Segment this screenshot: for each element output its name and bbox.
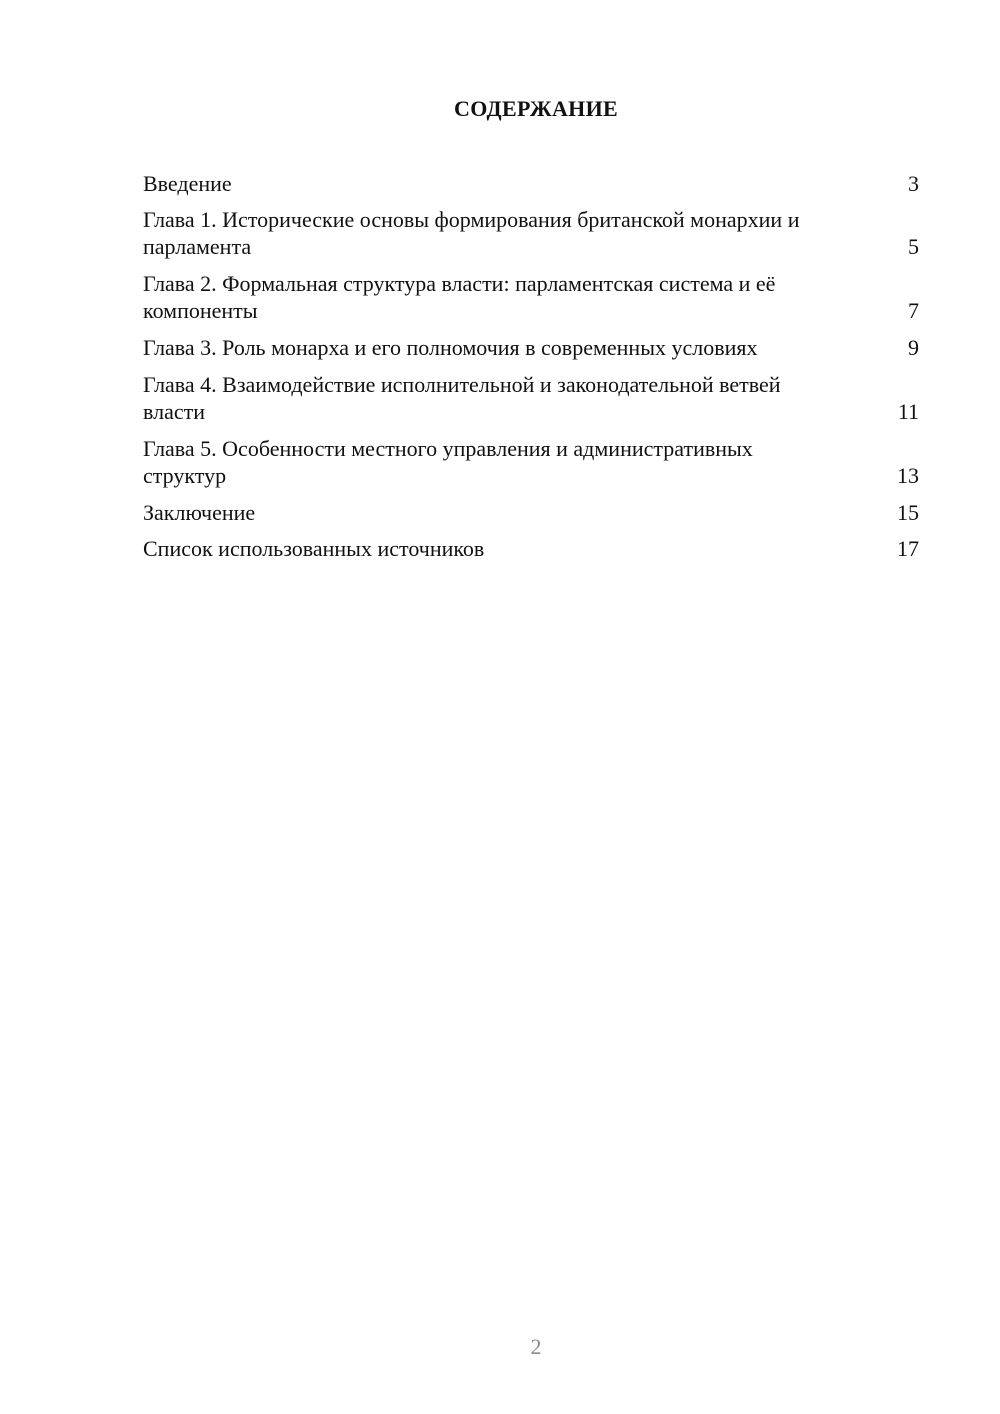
toc-entry-introduction[interactable] — [143, 170, 919, 197]
toc-entry-text: Глава 5. Особенности местного управления и административных структур — [143, 436, 753, 488]
toc-entry-page: 7 — [908, 298, 919, 323]
toc-entry-page: 5 — [908, 234, 919, 259]
toc-entry-chapter-4[interactable] — [143, 371, 919, 425]
toc-title: СОДЕРЖАНИЕ — [454, 96, 618, 121]
toc-entry-references[interactable] — [143, 535, 919, 562]
toc-entry-page: 11 — [897, 399, 919, 424]
toc-entry-page: 17 — [897, 536, 919, 561]
toc-entry-text: Заключение — [143, 500, 256, 525]
toc-entry-text: Введение — [143, 171, 232, 196]
toc-entry-chapter-2[interactable] — [143, 270, 919, 324]
table-of-contents — [143, 170, 919, 571]
toc-entry-text: Глава 2. Формальная структура власти: парламентская система и её компоненты — [143, 271, 776, 323]
toc-entry-page: 15 — [897, 500, 919, 525]
toc-entry-chapter-1[interactable] — [143, 206, 919, 260]
page-number: 2 — [530, 1334, 542, 1359]
toc-entry-chapter-5[interactable] — [143, 435, 919, 489]
toc-entry-page: 13 — [897, 463, 919, 488]
toc-entry-text: Список использованных источников — [143, 536, 485, 561]
toc-entry-text: Глава 1. Исторические основы формирования британской монархии и парламента — [143, 207, 800, 259]
toc-entry-chapter-3[interactable] — [143, 334, 919, 361]
toc-entry-text: Глава 3. Роль монарха и его полномочия в современных условиях — [143, 335, 758, 360]
toc-entry-page: 9 — [908, 335, 919, 360]
toc-entry-text: Глава 4. Взаимодействие исполнительной и законодательной ветвей власти — [143, 372, 781, 424]
toc-entry-conclusion[interactable] — [143, 499, 919, 526]
toc-entry-page: 3 — [908, 171, 919, 196]
